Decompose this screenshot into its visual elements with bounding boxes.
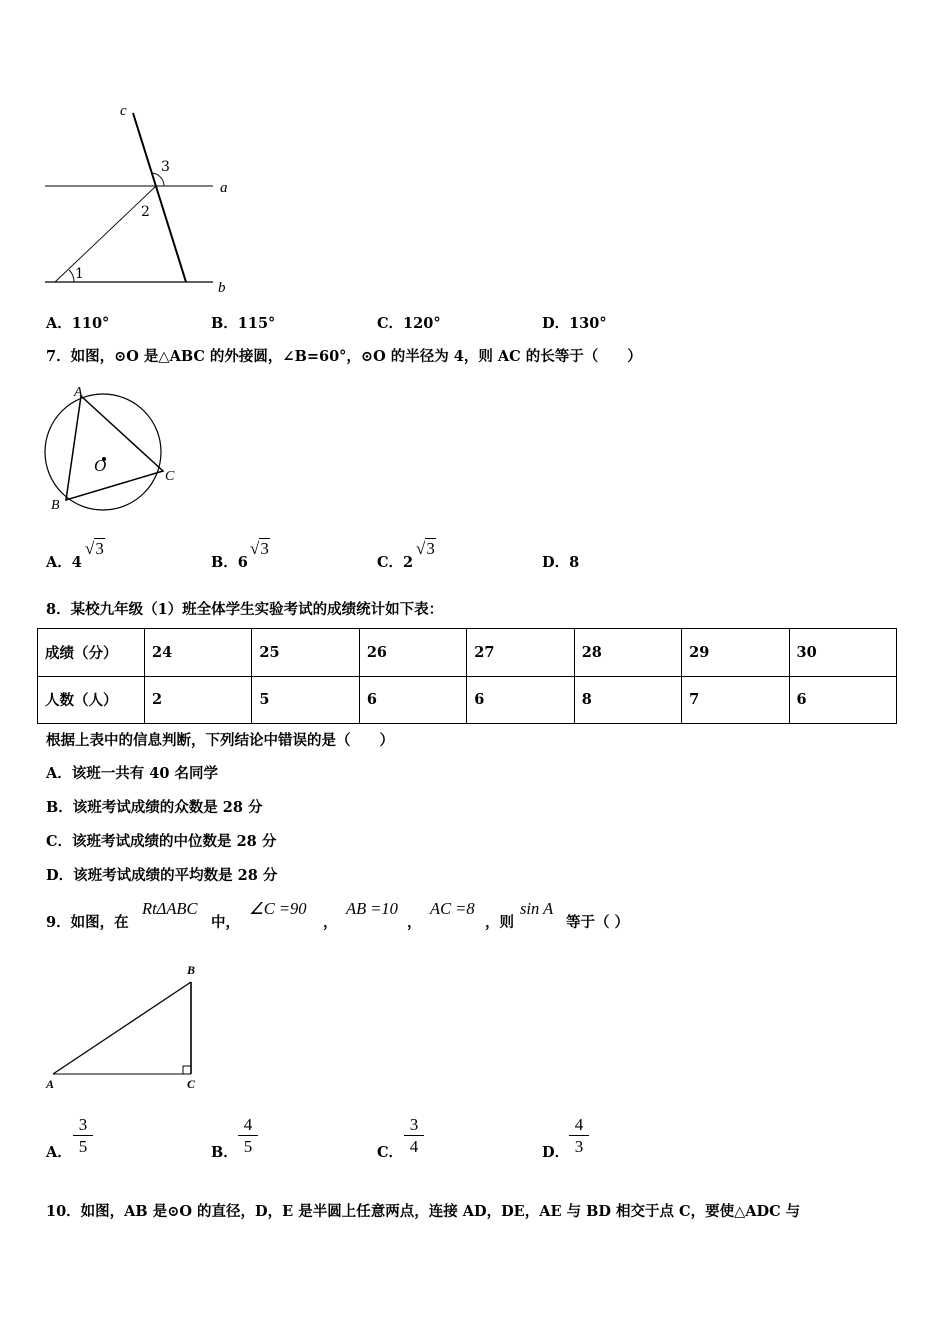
label-2: 2 xyxy=(141,204,150,220)
q9-option-c-letter: C． xyxy=(377,1144,404,1161)
label-3: 3 xyxy=(161,159,170,175)
q9-option-a-letter: A． xyxy=(46,1144,72,1161)
table-cell: 6 xyxy=(467,676,574,724)
q7-option-d: D．8 xyxy=(542,554,580,571)
line-c xyxy=(133,113,186,282)
q9-ab: AB =10 xyxy=(346,899,398,918)
q8-option-b: B．该班考试成绩的众数是 28 分 xyxy=(46,799,263,816)
parallel-lines-figure xyxy=(30,95,250,305)
label-C: C xyxy=(187,1077,196,1091)
table-cell: 30 xyxy=(789,629,896,677)
q6-option-d: D．130° xyxy=(542,315,607,332)
label-c: c xyxy=(120,103,127,119)
q8-stem: 8．某校九年级（1）班全体学生实验考试的成绩统计如下表： xyxy=(46,601,444,618)
side-ab xyxy=(53,982,191,1074)
score-table xyxy=(37,628,897,724)
table-cell: 2 xyxy=(145,676,252,724)
label-A: A xyxy=(46,1077,55,1091)
q9-option-b-letter: B． xyxy=(211,1144,238,1161)
q9-then: ，则 xyxy=(485,914,514,931)
q7-option-b: B．6 xyxy=(211,554,248,571)
right-triangle-figure xyxy=(40,958,220,1098)
q9-option-d-fraction: $\frac{4}{3}$ xyxy=(569,1115,589,1158)
table-cell: 27 xyxy=(467,629,574,677)
q9-prefix: 9．如图，在 xyxy=(46,914,129,931)
q7-option-c: C．2 xyxy=(377,554,414,571)
label-1: 1 xyxy=(75,266,84,282)
label-b: b xyxy=(218,280,226,296)
q8-option-a: A．该班一共有 40 名同学 xyxy=(46,765,219,782)
table-cell: 24 xyxy=(145,629,252,677)
label-B: B xyxy=(51,498,60,513)
q7-option-c-sqrt: √3 xyxy=(416,539,435,558)
q6-option-b: B．115° xyxy=(211,315,276,332)
q9-comma1: ， xyxy=(323,914,338,931)
label-a: a xyxy=(220,180,228,196)
q8-option-d: D．该班考试成绩的平均数是 28 分 xyxy=(46,867,278,884)
table-cell: 25 xyxy=(252,629,359,677)
q6-option-a: A．110° xyxy=(46,315,110,332)
q9-option-a-fraction: $\frac{3}{5}$ xyxy=(73,1115,93,1158)
q9-option-b-fraction: $\frac{4}{5}$ xyxy=(238,1115,258,1158)
table-row xyxy=(38,676,897,724)
q8-question: 根据上表中的信息判断，下列结论中错误的是（ ） xyxy=(46,732,394,749)
table-cell: 28 xyxy=(574,629,681,677)
table-row xyxy=(38,629,897,677)
q9-sin-a: sin A xyxy=(520,899,554,918)
label-B: B xyxy=(187,963,196,977)
q9-comma2: ， xyxy=(407,914,422,931)
q8-option-c: C．该班考试成绩的中位数是 28 分 xyxy=(46,833,277,850)
label-O: O xyxy=(94,456,107,475)
q7-stem: 7．如图，⊙O 是△ABC 的外接圆，∠B=60°，⊙O 的半径为 4，则 AC 的长等于（ ） xyxy=(46,348,642,365)
q9-ac: AC =8 xyxy=(430,899,475,918)
triangle-abc xyxy=(66,396,163,500)
q10-stem: 10．如图，AB 是⊙O 的直径，D，E 是半圆上任意两点，连接 AD，DE，AE 与 BD 相交于点 C，要使△ADC 与 xyxy=(46,1203,801,1220)
q9-angle: ∠C =90 xyxy=(249,899,307,918)
q9-mid: 中， xyxy=(211,914,240,931)
right-angle-mark xyxy=(183,1066,191,1074)
label-C: C xyxy=(165,469,175,484)
transversal-line xyxy=(55,186,156,282)
table-cell: 26 xyxy=(359,629,466,677)
table-header-count: 人数（人） xyxy=(38,676,145,724)
q6-option-c: C．120° xyxy=(377,315,441,332)
q9-rt-triangle: RtΔABC xyxy=(142,899,198,918)
table-cell: 29 xyxy=(682,629,789,677)
q9-option-d-letter: D． xyxy=(542,1144,570,1161)
table-cell: 5 xyxy=(252,676,359,724)
label-A: A xyxy=(74,385,83,400)
q9-option-c-fraction: $\frac{3}{4}$ xyxy=(404,1115,424,1158)
circumcircle-figure xyxy=(36,383,186,518)
table-cell: 8 xyxy=(574,676,681,724)
q9-suffix: 等于（ ） xyxy=(566,914,630,931)
table-cell: 6 xyxy=(359,676,466,724)
circle-o xyxy=(45,394,161,510)
table-cell: 6 xyxy=(789,676,896,724)
q7-option-a-sqrt: √3 xyxy=(85,539,104,558)
table-cell: 7 xyxy=(682,676,789,724)
q7-option-b-sqrt: √3 xyxy=(250,539,269,558)
angle-1-arc xyxy=(69,270,74,282)
q7-option-a: A．4 xyxy=(46,554,82,571)
table-header-score: 成绩（分） xyxy=(38,629,145,677)
